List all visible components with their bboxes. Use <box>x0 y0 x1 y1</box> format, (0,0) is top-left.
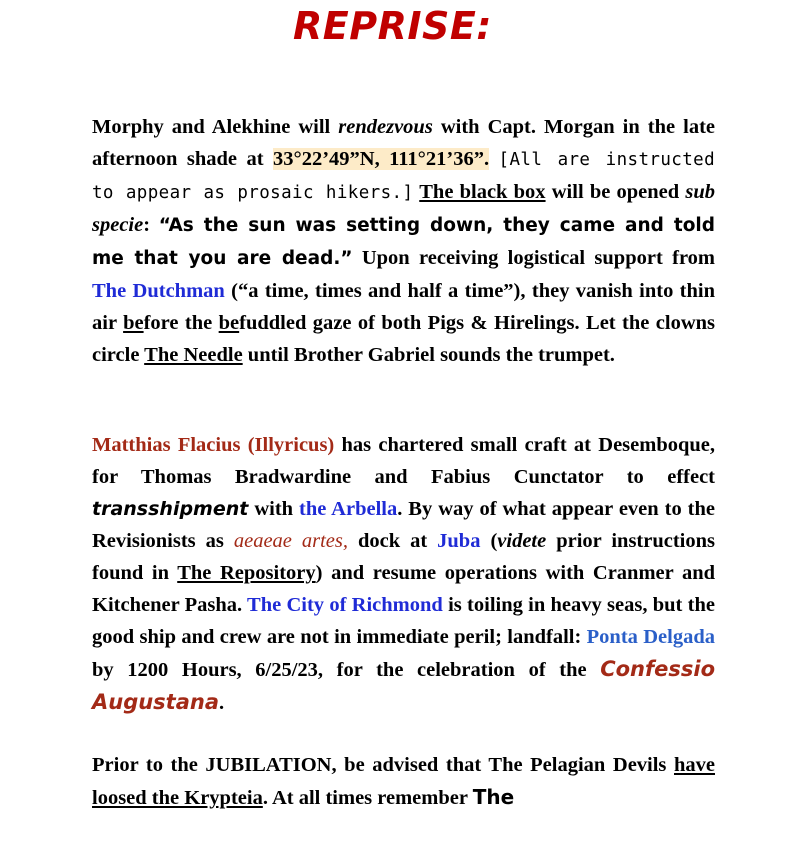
text: Prior to the JUBILATION, be advised that The Pelagian Devils <box>92 754 674 776</box>
name-confessio-augustana: Confessio Augustana <box>92 657 715 714</box>
text: has chartered small craft at Desemboque, for Thomas Bradwardine and Fabius Cunctator to effect <box>92 434 715 488</box>
name-the-arbella: the Arbella <box>299 498 398 520</box>
text: fore the <box>143 312 219 334</box>
text: . By way of what appear even to the Revisionists as <box>92 498 715 552</box>
text: (“a time, times and half a time”), they vanish into thin air <box>92 280 715 334</box>
text: by 1200 Hours, 6/25/23, for the celebration of the <box>92 659 601 681</box>
underlined-the-needle: The Needle <box>144 344 243 366</box>
name-city-of-richmond: The City of Richmond <box>247 594 443 616</box>
text <box>489 148 498 170</box>
paragraph-rendezvous <box>92 111 715 371</box>
text: . At all times remember <box>262 787 473 809</box>
underlined-the-repository: The Repository <box>177 562 316 584</box>
name-juba: Juba <box>437 530 481 552</box>
underlined-be: be <box>123 312 144 334</box>
text: Morphy and Alekhine will <box>92 116 339 138</box>
text: Upon receiving logistical support from <box>352 247 715 269</box>
emphasis-sub-specie: sub specie <box>92 181 716 236</box>
text: fuddled gaze of both Pigs & Hirelings. Let the clowns circle <box>92 312 716 366</box>
emphasis-videte: videte <box>497 530 547 552</box>
text: is toiling in heavy seas, but the good ship and crew are not in immediate peril; landfall: <box>92 594 715 648</box>
paragraph-jubilation <box>92 749 715 814</box>
text: . <box>219 692 225 714</box>
text: with Capt. Morgan in the late afternoon shade at <box>92 116 715 170</box>
underlined-be: be <box>218 312 240 334</box>
text: dock at <box>348 530 438 552</box>
underlined-krypteia: have loosed the Krypteia <box>92 754 715 809</box>
highlighted-coordinates: 33°22’49”N, 111°21’36”. <box>273 148 490 170</box>
text: ) and resume operations with Cranmer and Kitchener Pasha. <box>92 562 716 616</box>
text: prior instructions found in <box>92 530 716 584</box>
bracketed-instruction: [All are instructed to appear as prosaic hikers.] <box>92 150 716 203</box>
text: : <box>143 214 159 236</box>
quoted-message: “As the sun was setting down, they came and told me that you are dead.” <box>92 215 715 269</box>
text: until Brother Gabriel sounds the trumpet. <box>242 344 615 366</box>
name-matthias-flacius: Matthias Flacius (Illyricus) <box>92 434 335 456</box>
underlined-black-box: The black box <box>419 181 546 203</box>
text: with <box>248 498 300 520</box>
paragraph-flacius <box>92 429 715 719</box>
text: will be opened <box>545 181 686 203</box>
emphasis-aeaeae-artes: aeaeae artes, <box>233 530 348 552</box>
name-the-dutchman: The Dutchman <box>92 280 225 302</box>
emphasis-the: The <box>472 785 515 809</box>
name-ponta-delgada: Ponta Delgada <box>586 626 716 648</box>
page-title: REPRISE: <box>293 4 492 48</box>
text: ( <box>480 530 498 552</box>
emphasis-transshipment: transshipment <box>92 498 249 520</box>
emphasis-rendezvous: rendezvous <box>338 116 433 138</box>
